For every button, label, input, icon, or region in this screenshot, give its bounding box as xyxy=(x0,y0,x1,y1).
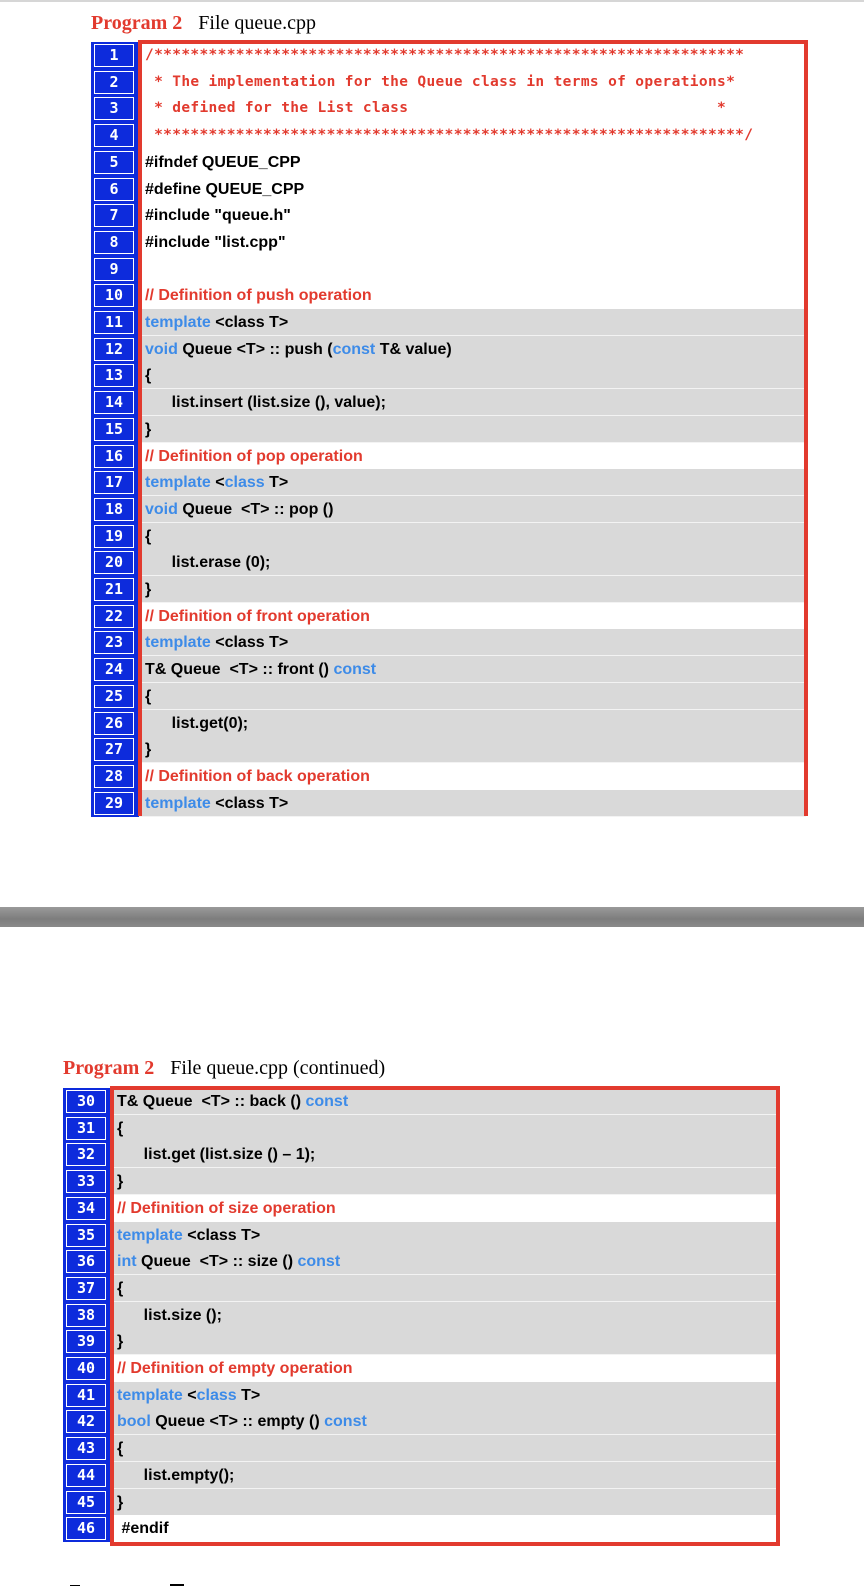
line-number: 36 xyxy=(66,1250,106,1273)
keyword-token: const xyxy=(305,1093,349,1110)
code-token: { xyxy=(145,367,152,384)
keyword-token: template xyxy=(117,1227,183,1244)
keyword-token: const xyxy=(332,341,376,358)
code-token: < xyxy=(182,1387,197,1404)
code-text xyxy=(139,336,806,363)
line-gutter xyxy=(63,1462,111,1489)
keyword-token: const xyxy=(297,1253,341,1270)
line-gutter xyxy=(91,416,139,443)
line-gutter xyxy=(63,1088,111,1115)
code-text xyxy=(139,389,806,416)
cropped-text-fragment xyxy=(66,1578,246,1586)
code-line xyxy=(63,1195,778,1222)
code-token: } xyxy=(145,421,152,438)
code-token: T& Queue <T> :: front () xyxy=(145,661,334,678)
code-token: { xyxy=(117,1440,124,1457)
code-listing-2 xyxy=(63,1088,778,1544)
line-gutter xyxy=(91,443,139,470)
code-text xyxy=(139,122,806,149)
code-text xyxy=(111,1355,778,1382)
line-gutter xyxy=(63,1515,111,1542)
program-label: Program 2 xyxy=(91,12,183,34)
code-text xyxy=(139,736,806,763)
code-text xyxy=(111,1248,778,1275)
line-number: 9 xyxy=(94,258,134,281)
code-token: T> xyxy=(236,1387,261,1404)
line-number: 8 xyxy=(94,231,134,254)
keyword-token: template xyxy=(145,634,211,651)
code-line xyxy=(91,282,806,309)
code-text xyxy=(111,1462,778,1489)
code-line xyxy=(91,656,806,683)
code-token: #endif xyxy=(117,1520,169,1537)
comment-token: // Definition of empty operation xyxy=(117,1360,353,1377)
code-token: list.get (list.size () – 1); xyxy=(117,1146,316,1163)
code-text xyxy=(139,656,806,683)
line-number: 32 xyxy=(66,1143,106,1166)
code-text xyxy=(111,1408,778,1435)
code-text xyxy=(111,1195,778,1222)
line-number: 27 xyxy=(94,738,134,761)
line-number: 30 xyxy=(66,1090,106,1113)
code-line xyxy=(91,309,806,336)
code-line xyxy=(91,416,806,443)
line-number: 24 xyxy=(94,658,134,681)
line-gutter xyxy=(91,496,139,523)
line-number: 4 xyxy=(94,124,134,147)
line-number: 41 xyxy=(66,1384,106,1407)
code-text xyxy=(111,1088,778,1115)
code-text xyxy=(139,69,806,96)
code-line xyxy=(63,1515,778,1542)
code-line xyxy=(63,1408,778,1435)
code-token: Queue <T> :: push ( xyxy=(177,341,333,358)
code-line xyxy=(91,362,806,389)
code-token: } xyxy=(117,1173,124,1190)
code-text xyxy=(139,576,806,603)
code-text xyxy=(111,1515,778,1542)
line-number: 46 xyxy=(66,1517,106,1540)
line-number: 6 xyxy=(94,178,134,201)
line-number: 16 xyxy=(94,445,134,468)
comment-token: // Definition of size operation xyxy=(117,1200,336,1217)
line-gutter xyxy=(91,336,139,363)
code-token: } xyxy=(145,581,152,598)
code-line xyxy=(91,790,806,817)
comment-token: *****************************************************************/ xyxy=(145,127,754,143)
line-gutter xyxy=(91,523,139,550)
code-line xyxy=(91,549,806,576)
code-text xyxy=(111,1275,778,1302)
code-text xyxy=(139,256,806,283)
line-gutter xyxy=(91,710,139,737)
line-gutter xyxy=(91,656,139,683)
code-token: } xyxy=(117,1333,124,1350)
line-number: 28 xyxy=(94,765,134,788)
code-text xyxy=(139,229,806,256)
line-number: 19 xyxy=(94,525,134,548)
code-line xyxy=(63,1328,778,1355)
code-token: { xyxy=(145,528,152,545)
code-text xyxy=(139,95,806,122)
code-line xyxy=(63,1248,778,1275)
line-number: 22 xyxy=(94,605,134,628)
code-line xyxy=(91,95,806,122)
code-token: Queue <T> :: empty () xyxy=(150,1413,325,1430)
comment-token: // Definition of back operation xyxy=(145,768,370,785)
line-gutter xyxy=(91,576,139,603)
line-gutter xyxy=(91,763,139,790)
code-token: T> xyxy=(264,474,289,491)
file-label: File queue.cpp (continued) xyxy=(170,1057,386,1079)
line-number: 13 xyxy=(94,364,134,387)
keyword-token: template xyxy=(145,795,211,812)
keyword-token: template xyxy=(145,474,211,491)
code-line xyxy=(91,710,806,737)
page-separator xyxy=(0,907,864,927)
line-gutter xyxy=(91,549,139,576)
code-text xyxy=(139,416,806,443)
line-gutter xyxy=(63,1141,111,1168)
line-number: 11 xyxy=(94,311,134,334)
code-line xyxy=(91,176,806,203)
code-line xyxy=(91,629,806,656)
code-line xyxy=(63,1435,778,1462)
line-gutter xyxy=(91,629,139,656)
line-number: 23 xyxy=(94,631,134,654)
line-gutter xyxy=(63,1115,111,1142)
line-number: 26 xyxy=(94,712,134,735)
line-gutter xyxy=(63,1275,111,1302)
keyword-token: void xyxy=(145,341,178,358)
code-text xyxy=(111,1382,778,1409)
line-number: 34 xyxy=(66,1197,106,1220)
code-text xyxy=(111,1328,778,1355)
keyword-token: int xyxy=(117,1253,137,1270)
code-token: { xyxy=(145,688,152,705)
line-number: 39 xyxy=(66,1330,106,1353)
keyword-token: class xyxy=(196,1387,237,1404)
code-line xyxy=(63,1222,778,1249)
code-text xyxy=(139,149,806,176)
line-number: 7 xyxy=(94,204,134,227)
line-number: 1 xyxy=(94,44,134,67)
line-gutter xyxy=(91,736,139,763)
comment-token: // Definition of front operation xyxy=(145,608,370,625)
code-line xyxy=(91,576,806,603)
code-line xyxy=(91,763,806,790)
code-line xyxy=(63,1355,778,1382)
code-token: } xyxy=(145,741,152,758)
line-gutter xyxy=(91,389,139,416)
line-gutter xyxy=(91,42,139,69)
code-line xyxy=(63,1489,778,1516)
line-gutter xyxy=(63,1435,111,1462)
code-token: <class T> xyxy=(182,1227,261,1244)
line-number: 35 xyxy=(66,1224,106,1247)
line-number: 43 xyxy=(66,1437,106,1460)
line-gutter xyxy=(63,1168,111,1195)
code-text xyxy=(139,683,806,710)
top-divider xyxy=(0,0,864,2)
listing-caption-1 xyxy=(91,11,316,35)
code-token: list.erase (0); xyxy=(145,554,271,571)
line-number: 42 xyxy=(66,1410,106,1433)
code-text xyxy=(139,362,806,389)
code-listing-1 xyxy=(91,42,806,816)
line-number: 29 xyxy=(94,792,134,815)
code-line xyxy=(91,229,806,256)
line-gutter xyxy=(63,1382,111,1409)
file-label: File queue.cpp xyxy=(198,12,317,34)
line-gutter xyxy=(91,790,139,817)
code-line xyxy=(91,603,806,630)
code-line xyxy=(91,736,806,763)
code-text xyxy=(139,309,806,336)
line-number: 10 xyxy=(94,284,134,307)
code-token: Queue <T> :: pop () xyxy=(177,501,334,518)
code-line xyxy=(63,1115,778,1142)
code-token: list.get(0); xyxy=(145,715,249,732)
code-token: T& value) xyxy=(375,341,452,358)
comment-token: // Definition of push operation xyxy=(145,287,372,304)
code-token: } xyxy=(117,1494,124,1511)
line-gutter xyxy=(91,282,139,309)
code-line xyxy=(91,336,806,363)
line-number: 12 xyxy=(94,338,134,361)
listing-caption-2 xyxy=(63,1056,385,1080)
code-text xyxy=(111,1141,778,1168)
code-text xyxy=(111,1222,778,1249)
line-number: 31 xyxy=(66,1117,106,1140)
line-number: 38 xyxy=(66,1304,106,1327)
comment-token: * The implementation for the Queue class in terms of operations* xyxy=(145,74,736,90)
code-token: #include "queue.h" xyxy=(145,207,291,224)
line-gutter xyxy=(63,1408,111,1435)
code-line xyxy=(63,1382,778,1409)
line-gutter xyxy=(63,1328,111,1355)
line-gutter xyxy=(91,362,139,389)
line-number: 18 xyxy=(94,498,134,521)
code-token: { xyxy=(117,1280,124,1297)
code-text xyxy=(139,443,806,470)
line-gutter xyxy=(91,603,139,630)
code-line xyxy=(91,202,806,229)
code-token: list.empty(); xyxy=(117,1467,235,1484)
code-token: <class T> xyxy=(210,795,289,812)
keyword-token: const xyxy=(333,661,377,678)
code-line xyxy=(91,149,806,176)
line-gutter xyxy=(91,683,139,710)
line-number: 15 xyxy=(94,418,134,441)
line-number: 37 xyxy=(66,1277,106,1300)
line-gutter xyxy=(63,1248,111,1275)
keyword-token: bool xyxy=(117,1413,151,1430)
code-line xyxy=(63,1168,778,1195)
keyword-token: const xyxy=(324,1413,367,1430)
code-text xyxy=(139,710,806,737)
code-line xyxy=(91,469,806,496)
code-token: < xyxy=(210,474,225,491)
line-gutter xyxy=(63,1222,111,1249)
line-number: 33 xyxy=(66,1170,106,1193)
code-token: T& Queue <T> :: back () xyxy=(117,1093,306,1110)
line-gutter xyxy=(91,122,139,149)
code-line xyxy=(91,69,806,96)
line-number: 44 xyxy=(66,1464,106,1487)
code-text xyxy=(111,1168,778,1195)
code-line xyxy=(91,256,806,283)
code-text xyxy=(139,790,806,817)
code-text xyxy=(111,1115,778,1142)
line-number: 5 xyxy=(94,151,134,174)
line-gutter xyxy=(91,229,139,256)
keyword-token: class xyxy=(224,474,265,491)
code-text xyxy=(139,549,806,576)
line-number: 21 xyxy=(94,578,134,601)
code-text xyxy=(111,1302,778,1329)
line-gutter xyxy=(91,69,139,96)
code-line xyxy=(63,1302,778,1329)
line-gutter xyxy=(63,1355,111,1382)
code-text xyxy=(139,282,806,309)
keyword-token: void xyxy=(145,501,178,518)
code-line xyxy=(91,523,806,550)
line-number: 20 xyxy=(94,551,134,574)
code-line xyxy=(91,496,806,523)
line-number: 40 xyxy=(66,1357,106,1380)
code-token: <class T> xyxy=(210,314,289,331)
code-line xyxy=(63,1275,778,1302)
code-text xyxy=(139,42,806,69)
code-line xyxy=(91,42,806,69)
code-line xyxy=(63,1088,778,1115)
code-token: Queue <T> :: size () xyxy=(136,1253,298,1270)
code-line xyxy=(63,1462,778,1489)
comment-token: // Definition of pop operation xyxy=(145,448,363,465)
code-text xyxy=(139,603,806,630)
code-text xyxy=(111,1489,778,1516)
line-gutter xyxy=(91,256,139,283)
code-line xyxy=(91,122,806,149)
code-line xyxy=(91,389,806,416)
line-gutter xyxy=(91,202,139,229)
comment-token: * defined for the List class * xyxy=(145,100,727,116)
line-gutter xyxy=(91,469,139,496)
line-number: 2 xyxy=(94,71,134,94)
line-gutter xyxy=(63,1195,111,1222)
code-text xyxy=(139,469,806,496)
code-token: { xyxy=(117,1120,124,1137)
code-token: #ifndef QUEUE_CPP xyxy=(145,154,301,171)
line-gutter xyxy=(91,95,139,122)
line-number: 14 xyxy=(94,391,134,414)
code-token: list.insert (list.size (), value); xyxy=(145,394,386,411)
line-number: 45 xyxy=(66,1491,106,1514)
code-line xyxy=(91,683,806,710)
code-text xyxy=(139,523,806,550)
keyword-token: template xyxy=(145,314,211,331)
code-token: list.size (); xyxy=(117,1307,222,1324)
keyword-token: template xyxy=(117,1387,183,1404)
line-gutter xyxy=(91,149,139,176)
code-text xyxy=(139,763,806,790)
code-text xyxy=(111,1435,778,1462)
code-line xyxy=(63,1141,778,1168)
comment-token: /***************************************************************** xyxy=(145,47,745,63)
code-token: #include "list.cpp" xyxy=(145,234,286,251)
code-token: #define QUEUE_CPP xyxy=(145,181,305,198)
line-number: 17 xyxy=(94,471,134,494)
line-gutter xyxy=(91,176,139,203)
code-token: <class T> xyxy=(210,634,289,651)
code-line xyxy=(91,443,806,470)
line-gutter xyxy=(91,309,139,336)
program-label: Program 2 xyxy=(63,1057,155,1079)
code-text xyxy=(139,496,806,523)
line-gutter xyxy=(63,1302,111,1329)
code-text xyxy=(139,176,806,203)
line-number: 3 xyxy=(94,97,134,120)
code-text xyxy=(139,202,806,229)
line-number: 25 xyxy=(94,685,134,708)
line-gutter xyxy=(63,1489,111,1516)
code-text xyxy=(139,629,806,656)
